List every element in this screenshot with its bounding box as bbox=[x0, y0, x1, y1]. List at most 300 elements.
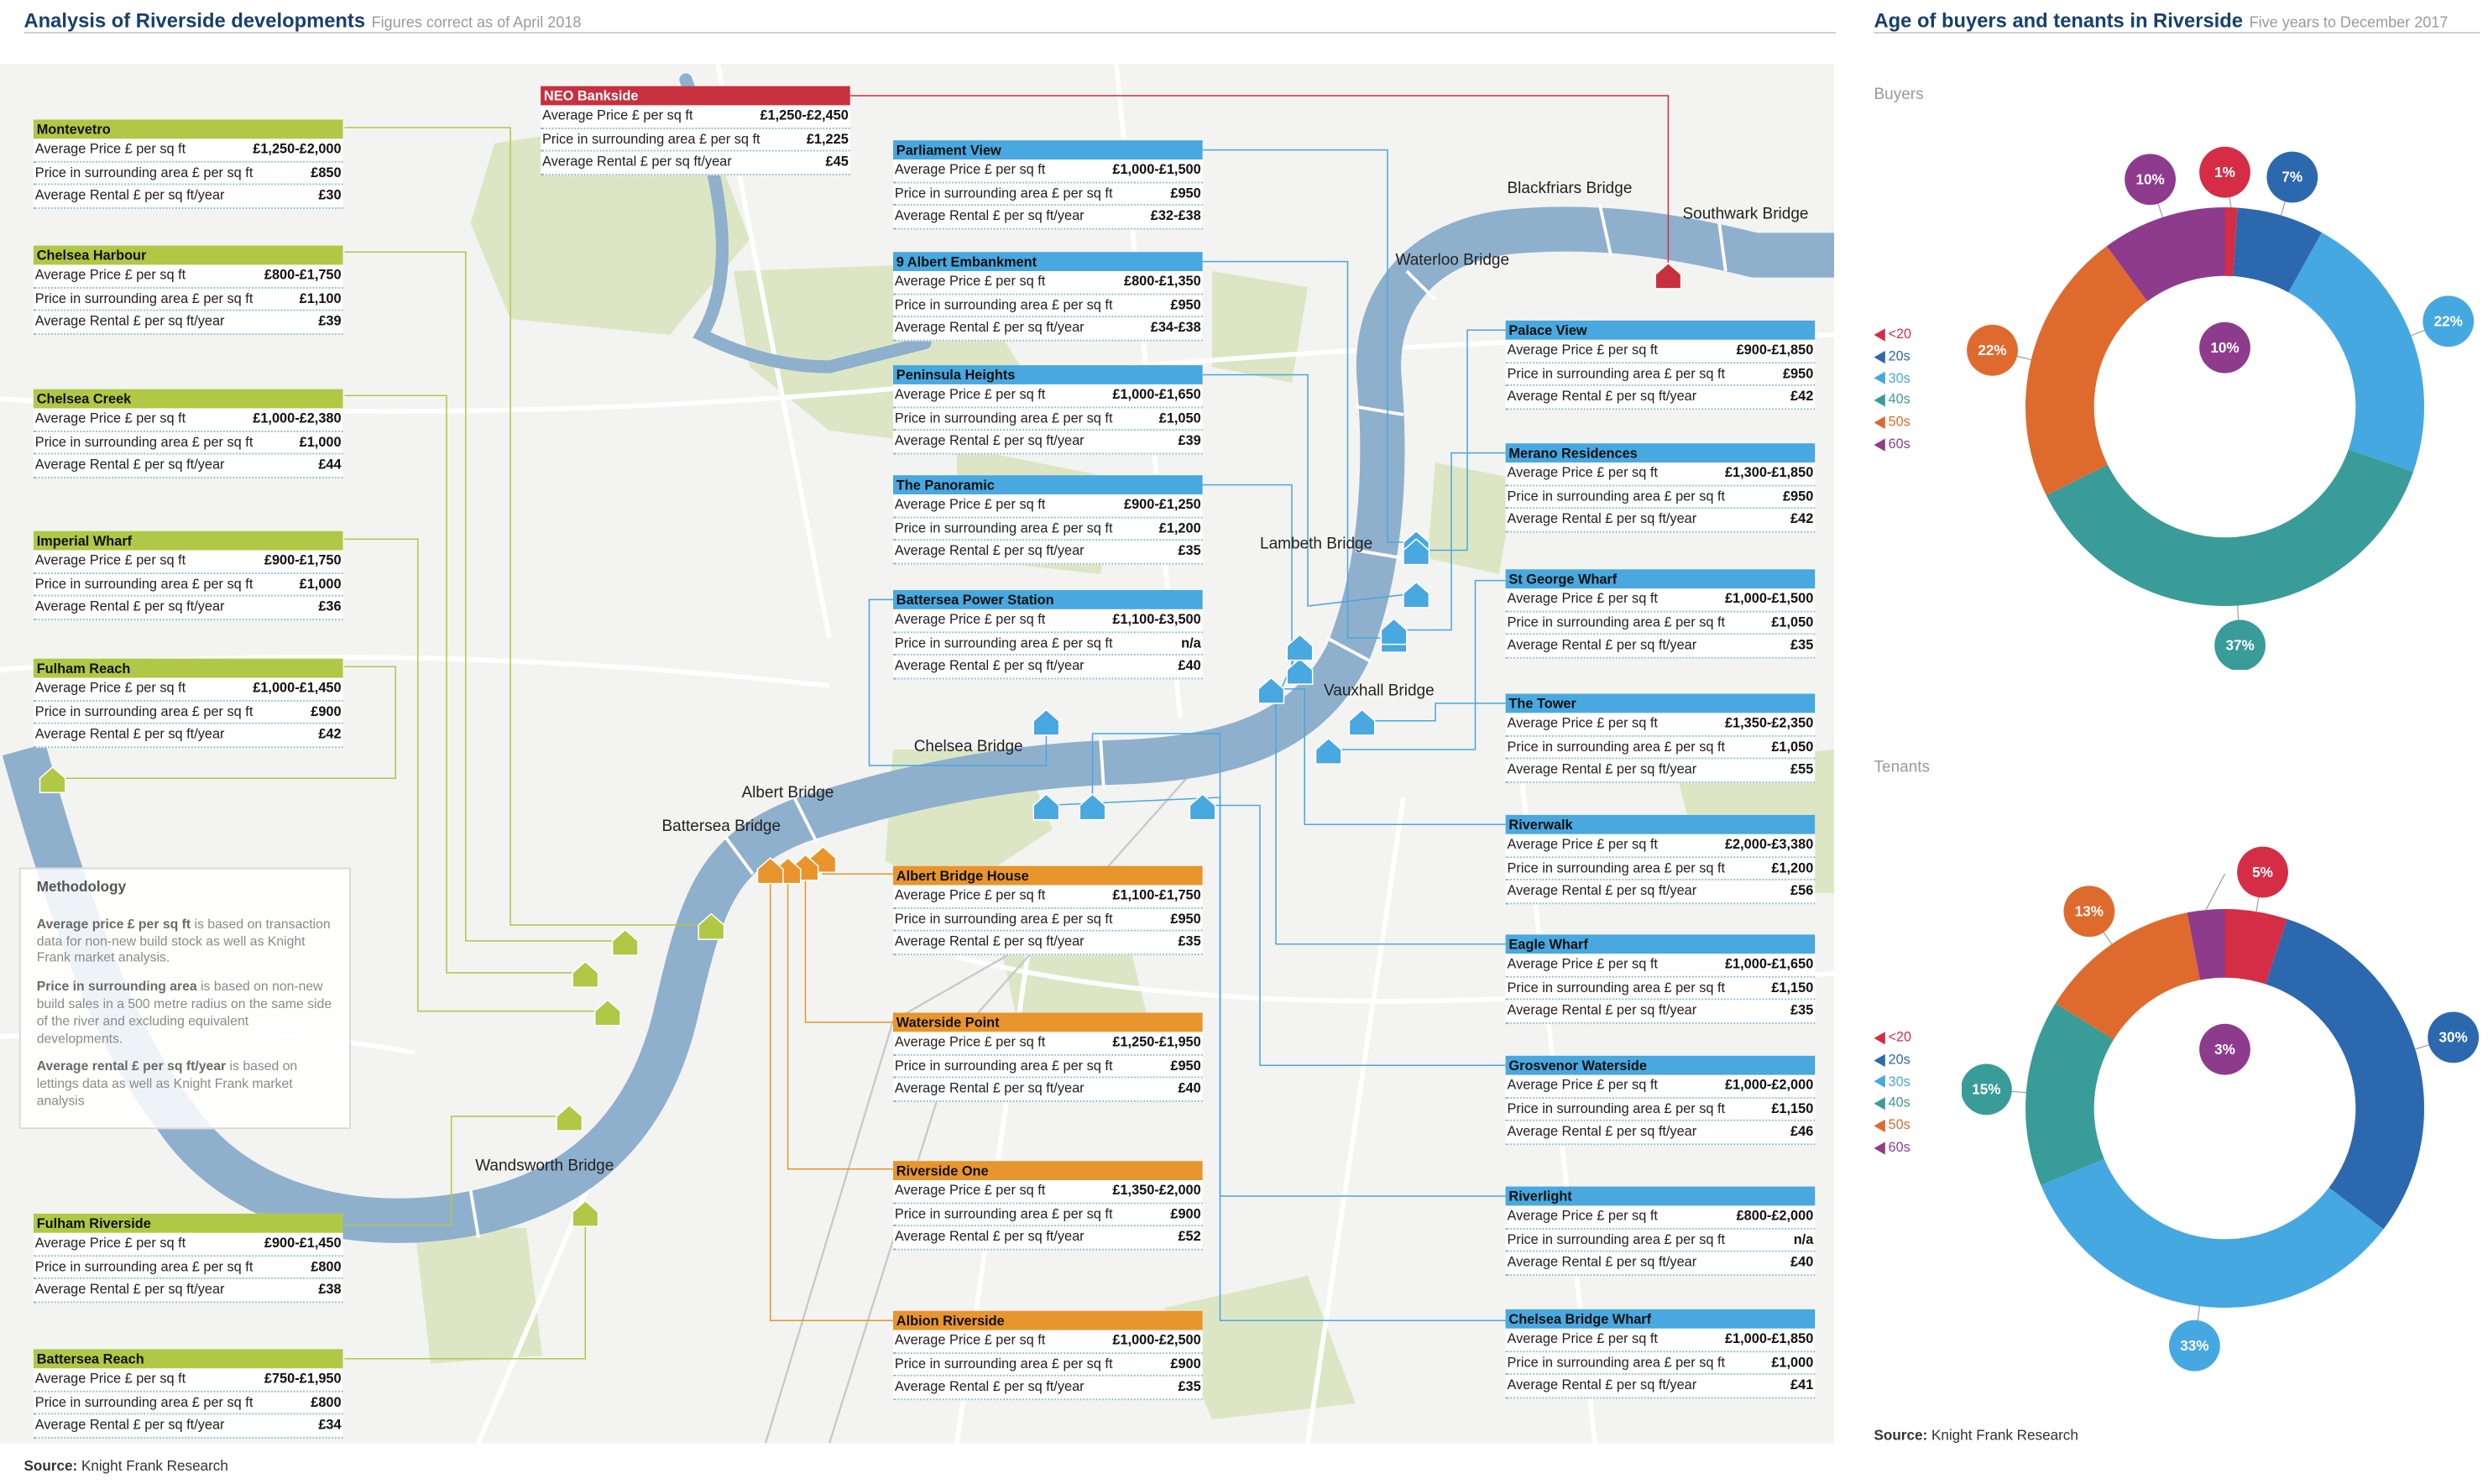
label-blackfriars-bridge: Blackfriars Bridge bbox=[1507, 180, 1633, 198]
row-label: Average Price £ per sq ft bbox=[34, 1234, 186, 1251]
card-row-surrounding bbox=[1506, 977, 1816, 1001]
row-label: Average Price £ per sq ft bbox=[894, 385, 1046, 402]
legend-marker-icon bbox=[1874, 373, 1885, 385]
row-label: Price in surrounding area £ per sq ft bbox=[1507, 364, 1726, 381]
row-value: £34 bbox=[318, 1416, 342, 1433]
row-label: Average Rental £ per sq ft/year bbox=[1507, 882, 1697, 899]
row-value: £1,150 bbox=[1771, 1100, 1814, 1116]
row-value: £56 bbox=[1790, 882, 1814, 899]
legend-label: 30s bbox=[1888, 369, 1910, 386]
row-value: £1,000 bbox=[1771, 1353, 1814, 1370]
right-title-rule bbox=[1874, 32, 2480, 34]
row-label: Average Rental £ per sq ft/year bbox=[894, 207, 1085, 224]
row-label: Average Rental £ per sq ft/year bbox=[34, 187, 225, 204]
label-waterloo-bridge: Waterloo Bridge bbox=[1395, 252, 1510, 270]
legend-item bbox=[1874, 434, 1912, 456]
card-row-rental bbox=[34, 186, 343, 209]
development-card-battersea-power-station bbox=[893, 590, 1203, 680]
legend-label: 50s bbox=[1888, 1116, 1910, 1133]
row-label: Average Rental £ per sq ft/year bbox=[1507, 388, 1697, 405]
card-row-avg-price bbox=[1506, 1329, 1816, 1352]
row-label: Average Rental £ per sq ft/year bbox=[34, 726, 225, 743]
card-row-surrounding bbox=[893, 183, 1203, 206]
row-value: £1,000-£2,000 bbox=[1724, 1076, 1814, 1093]
card-row-rental bbox=[34, 1415, 343, 1439]
callout-bubble bbox=[2125, 154, 2176, 205]
row-label: Average Rental £ per sq ft/year bbox=[34, 1281, 225, 1298]
card-row-surrounding bbox=[34, 431, 343, 455]
card-row-rental bbox=[1506, 881, 1816, 905]
park-kennington bbox=[1428, 462, 1516, 574]
row-value: £1,000-£1,650 bbox=[1724, 955, 1814, 972]
row-value: £52 bbox=[1178, 1228, 1201, 1245]
card-row-avg-price bbox=[1506, 462, 1816, 486]
card-row-avg-price bbox=[893, 886, 1203, 909]
development-card-merano-residences bbox=[1506, 443, 1816, 533]
row-label: Average Rental £ per sq ft/year bbox=[1507, 1377, 1697, 1393]
row-value: £35 bbox=[1178, 1378, 1201, 1395]
development-card-neo-bankside bbox=[541, 86, 850, 176]
card-row-surrounding bbox=[1506, 363, 1816, 387]
card-title: Merano Residences bbox=[1506, 443, 1816, 462]
legend-marker-icon bbox=[1874, 328, 1885, 341]
row-label: Average Price £ per sq ft bbox=[894, 610, 1046, 627]
card-row-surrounding bbox=[893, 408, 1203, 431]
legend-label: 60s bbox=[1888, 435, 1910, 452]
callout-bubble bbox=[2063, 886, 2114, 937]
row-label: Price in surrounding area £ per sq ft bbox=[34, 433, 254, 450]
card-title: The Tower bbox=[1506, 694, 1816, 713]
row-label: Average Price £ per sq ft bbox=[1507, 590, 1658, 606]
row-label: Average Rental £ per sq ft/year bbox=[34, 313, 225, 330]
methodology-p2-bold: Price in surrounding area bbox=[36, 978, 197, 995]
card-title: Chelsea Harbour bbox=[34, 246, 343, 265]
row-value: £900 bbox=[1170, 1355, 1201, 1372]
card-row-avg-price bbox=[1506, 1075, 1816, 1099]
development-card-the-panoramic bbox=[893, 475, 1203, 565]
card-title: Parliament View bbox=[893, 140, 1203, 159]
card-row-surrounding bbox=[1506, 1352, 1816, 1376]
row-label: Average Rental £ per sq ft/year bbox=[1507, 636, 1697, 653]
row-value: £1,050 bbox=[1771, 613, 1814, 630]
row-value: £800-£1,350 bbox=[1123, 272, 1201, 289]
development-card-fulham-riverside bbox=[34, 1214, 343, 1304]
row-value: £39 bbox=[1178, 432, 1201, 449]
card-row-rental bbox=[893, 1227, 1203, 1251]
legend-label: 20s bbox=[1888, 347, 1910, 363]
card-title: Battersea Reach bbox=[34, 1349, 343, 1368]
row-label: Average Price £ per sq ft bbox=[894, 1331, 1046, 1348]
card-title: Fulham Riverside bbox=[34, 1214, 343, 1233]
legend-label: 40s bbox=[1888, 391, 1910, 408]
row-value: £35 bbox=[1178, 542, 1201, 559]
card-row-avg-price bbox=[893, 609, 1203, 633]
card-row-rental bbox=[34, 455, 343, 478]
row-value: £35 bbox=[1790, 636, 1814, 653]
row-label: Price in surrounding area £ per sq ft bbox=[34, 1257, 254, 1274]
donut-slice-30s bbox=[2041, 1159, 2383, 1308]
row-value: £40 bbox=[1178, 657, 1201, 674]
tenants-donut-chart bbox=[1962, 845, 2488, 1372]
row-label: Price in surrounding area £ per sq ft bbox=[1507, 1353, 1726, 1370]
development-card-palace-view bbox=[1506, 321, 1816, 410]
card-row-rental bbox=[893, 1377, 1203, 1400]
development-card-fulham-reach bbox=[34, 659, 343, 749]
card-row-rental bbox=[1506, 1252, 1816, 1276]
row-value: £35 bbox=[1178, 933, 1201, 950]
callout-label: 30% bbox=[2438, 1029, 2468, 1046]
development-card-st-george-wharf bbox=[1506, 569, 1816, 659]
label-vauxhall-bridge: Vauxhall Bridge bbox=[1324, 682, 1435, 701]
row-label: Price in surrounding area £ per sq ft bbox=[894, 519, 1113, 536]
methodology-heading: Methodology bbox=[36, 878, 127, 895]
card-row-avg-price bbox=[34, 551, 343, 574]
row-value: £900-£1,250 bbox=[1123, 495, 1201, 512]
row-label: Average Rental £ per sq ft/year bbox=[34, 1416, 225, 1433]
development-card-waterside-point bbox=[893, 1013, 1203, 1103]
row-value: £950 bbox=[1170, 184, 1201, 201]
row-label: Price in surrounding area £ per sq ft bbox=[34, 575, 254, 592]
row-label: Average Price £ per sq ft bbox=[1507, 463, 1658, 480]
methodology-p2 bbox=[37, 978, 333, 1047]
methodology-p1 bbox=[37, 915, 333, 967]
card-row-rental bbox=[1506, 387, 1816, 410]
row-value: £46 bbox=[1790, 1123, 1814, 1140]
legend-label: 30s bbox=[1888, 1072, 1910, 1089]
row-label: Average Price £ per sq ft bbox=[34, 551, 186, 568]
card-title: Battersea Power Station bbox=[893, 590, 1203, 609]
donut-slice-40s bbox=[2046, 449, 2413, 606]
row-value: £1,000-£1,650 bbox=[1112, 385, 1201, 402]
card-row-rental bbox=[1506, 1121, 1816, 1145]
row-label: Price in surrounding area £ per sq ft bbox=[34, 164, 254, 180]
right-source bbox=[1874, 1428, 2078, 1444]
card-title: Albert Bridge House bbox=[893, 866, 1203, 886]
row-value: £950 bbox=[1782, 487, 1814, 504]
development-card-9-albert-embankment bbox=[893, 252, 1203, 342]
methodology-p2-text: is based on non-new build sales in a 500 metre radius on the same side of the river and excluding equivalent developments. bbox=[36, 978, 332, 1046]
card-row-avg-price bbox=[893, 494, 1203, 518]
card-row-avg-price bbox=[34, 678, 343, 702]
card-title: Albion Riverside bbox=[893, 1311, 1203, 1330]
card-title: Riverlight bbox=[1506, 1187, 1816, 1206]
development-card-peninsula-heights bbox=[893, 365, 1203, 455]
development-card-battersea-reach bbox=[34, 1349, 343, 1439]
legend-label: 20s bbox=[1888, 1050, 1910, 1067]
row-label: Average Rental £ per sq ft/year bbox=[1507, 1001, 1697, 1018]
row-label: Price in surrounding area £ per sq ft bbox=[894, 295, 1113, 312]
inner-callout-bubble bbox=[2199, 322, 2250, 374]
row-label: Price in surrounding area £ per sq ft bbox=[542, 130, 761, 147]
card-row-surrounding bbox=[893, 1354, 1203, 1377]
row-label: Average Rental £ per sq ft/year bbox=[34, 457, 225, 473]
card-title: Riverwalk bbox=[1506, 815, 1816, 834]
callout-bubble bbox=[2237, 847, 2288, 898]
legend-label: 60s bbox=[1888, 1138, 1910, 1155]
row-label: Average Price £ per sq ft bbox=[894, 1181, 1046, 1198]
row-label: Price in surrounding area £ per sq ft bbox=[1507, 1100, 1726, 1116]
row-value: £40 bbox=[1790, 1254, 1814, 1271]
row-value: £950 bbox=[1782, 364, 1814, 381]
callout-label: 1% bbox=[2214, 164, 2235, 180]
card-title: Imperial Wharf bbox=[34, 531, 343, 551]
row-label: Average Price £ per sq ft bbox=[34, 266, 186, 283]
callout-label: 5% bbox=[2252, 864, 2273, 880]
donut-slice-30s bbox=[2288, 233, 2424, 472]
callout-label: 22% bbox=[2433, 313, 2463, 330]
row-value: £1,350-£2,000 bbox=[1112, 1181, 1201, 1198]
card-row-rental bbox=[893, 431, 1203, 455]
development-card-riverlight bbox=[1506, 1187, 1816, 1277]
legend-label: <20 bbox=[1888, 325, 1912, 342]
row-label: Average Rental £ per sq ft/year bbox=[34, 598, 225, 615]
card-row-rental bbox=[34, 724, 343, 748]
card-row-avg-price bbox=[34, 408, 343, 431]
donut-slice-20s bbox=[2266, 919, 2424, 1229]
row-value: £800-£1,750 bbox=[264, 266, 342, 283]
card-row-rental bbox=[34, 1280, 343, 1304]
row-value: £950 bbox=[1170, 1057, 1201, 1074]
row-value: £950 bbox=[1170, 295, 1201, 312]
card-title: Grosvenor Waterside bbox=[1506, 1056, 1816, 1075]
tenants-label: Tenants bbox=[1874, 759, 1931, 777]
methodology-p1-bold: Average price £ per sq ft bbox=[36, 915, 191, 932]
card-row-surrounding bbox=[34, 1257, 343, 1280]
row-label: Average Price £ per sq ft bbox=[1507, 1076, 1658, 1093]
card-row-avg-price bbox=[34, 1368, 343, 1392]
row-label: Price in surrounding area £ per sq ft bbox=[34, 1393, 254, 1410]
row-value: £1,050 bbox=[1771, 738, 1814, 755]
row-value: £38 bbox=[318, 1281, 342, 1298]
row-label: Price in surrounding area £ per sq ft bbox=[34, 703, 254, 719]
row-value: £900-£1,450 bbox=[264, 1234, 342, 1251]
methodology-p3-text: is based on lettings data as well as Knight Frank market analysis bbox=[36, 1058, 298, 1109]
card-row-rental bbox=[893, 206, 1203, 230]
row-label: Average Rental £ per sq ft/year bbox=[894, 1080, 1085, 1097]
callout-bubble bbox=[1962, 1064, 2012, 1116]
callout-bubble bbox=[2199, 147, 2250, 198]
card-row-surrounding bbox=[1506, 736, 1816, 760]
card-title: Chelsea Creek bbox=[34, 389, 343, 409]
card-row-rental bbox=[541, 152, 850, 175]
row-value: £1,350-£2,350 bbox=[1724, 714, 1814, 731]
development-card-montevetro bbox=[34, 120, 343, 210]
card-row-rental bbox=[34, 311, 343, 335]
card-row-surrounding bbox=[34, 701, 343, 724]
card-title: Fulham Reach bbox=[34, 659, 343, 678]
row-value: £1,250-£1,950 bbox=[1112, 1033, 1201, 1050]
legend-marker-icon bbox=[1874, 350, 1885, 363]
row-value: £1,100-£3,500 bbox=[1112, 610, 1201, 627]
row-value: £34-£38 bbox=[1150, 319, 1201, 336]
right-source-label: Source: bbox=[1874, 1427, 1928, 1444]
card-row-avg-price bbox=[1506, 1205, 1816, 1229]
row-value: £1,150 bbox=[1771, 979, 1814, 995]
buyers-donut-chart bbox=[1962, 144, 2488, 670]
card-row-surrounding bbox=[34, 162, 343, 186]
row-label: Average Rental £ per sq ft/year bbox=[894, 319, 1085, 336]
card-row-rental bbox=[1506, 1001, 1816, 1024]
card-row-avg-price bbox=[1506, 588, 1816, 612]
development-card-albion-riverside bbox=[893, 1311, 1203, 1401]
card-row-avg-price bbox=[1506, 340, 1816, 363]
callout-bubble bbox=[2423, 295, 2474, 347]
left-subtitle: Figures correct as of April 2018 bbox=[371, 14, 582, 32]
row-label: Average Rental £ per sq ft/year bbox=[1507, 1123, 1697, 1140]
card-row-avg-price bbox=[893, 159, 1203, 183]
card-row-avg-price bbox=[1506, 954, 1816, 977]
row-value: £900 bbox=[1170, 1204, 1201, 1221]
row-value: £45 bbox=[825, 154, 849, 170]
card-title: Waterside Point bbox=[893, 1013, 1203, 1032]
row-value: £1,225 bbox=[806, 130, 849, 147]
callout-bubble bbox=[2169, 1320, 2220, 1372]
card-row-surrounding bbox=[893, 518, 1203, 541]
row-label: Average Rental £ per sq ft/year bbox=[542, 154, 732, 170]
legend-item bbox=[1874, 1027, 1912, 1049]
left-title bbox=[24, 9, 582, 32]
card-row-surrounding bbox=[541, 128, 850, 152]
row-value: £1,000 bbox=[299, 433, 342, 450]
legend-item bbox=[1874, 389, 1912, 411]
development-card-chelsea-harbour bbox=[34, 246, 343, 336]
legend-item bbox=[1874, 1093, 1912, 1115]
card-row-rental bbox=[1506, 509, 1816, 533]
row-value: £39 bbox=[318, 313, 342, 330]
legend-item bbox=[1874, 1115, 1912, 1137]
card-row-surrounding bbox=[34, 288, 343, 311]
card-title: St George Wharf bbox=[1506, 569, 1816, 588]
row-label: Price in surrounding area £ per sq ft bbox=[894, 184, 1113, 201]
row-value: £55 bbox=[1790, 761, 1814, 778]
row-value: £900-£1,750 bbox=[264, 551, 342, 568]
row-label: Average Price £ per sq ft bbox=[1507, 1207, 1658, 1224]
legend-item bbox=[1874, 1071, 1912, 1093]
legend-item bbox=[1874, 412, 1912, 434]
row-value: £1,200 bbox=[1158, 519, 1201, 536]
card-row-avg-price bbox=[34, 138, 343, 162]
buyers-label: Buyers bbox=[1874, 86, 1924, 104]
row-label: Price in surrounding area £ per sq ft bbox=[1507, 1231, 1726, 1247]
development-card-riverwalk bbox=[1506, 815, 1816, 905]
card-row-avg-price bbox=[893, 271, 1203, 295]
card-row-rental bbox=[893, 318, 1203, 342]
card-row-rental bbox=[893, 932, 1203, 955]
row-value: £1,300-£1,850 bbox=[1724, 463, 1814, 480]
card-row-surrounding bbox=[34, 573, 343, 597]
row-value: £41 bbox=[1790, 1377, 1814, 1393]
right-title bbox=[1874, 9, 2449, 32]
row-label: Price in surrounding area £ per sq ft bbox=[1507, 859, 1726, 875]
right-title-text: Age of buyers and tenants in Riverside bbox=[1874, 9, 2243, 32]
label-battersea-bridge: Battersea Bridge bbox=[661, 818, 781, 836]
label-chelsea-bridge: Chelsea Bridge bbox=[913, 738, 1023, 756]
buyers-legend bbox=[1874, 324, 1912, 456]
row-value: £32-£38 bbox=[1150, 207, 1201, 224]
legend-marker-icon bbox=[1874, 1098, 1885, 1110]
row-label: Average Price £ per sq ft bbox=[34, 140, 186, 157]
legend-label: 40s bbox=[1888, 1095, 1910, 1111]
inner-callout-label: 10% bbox=[2210, 339, 2240, 356]
callout-label: 10% bbox=[2135, 171, 2165, 188]
row-value: £30 bbox=[318, 187, 342, 204]
callout-label: 37% bbox=[2225, 637, 2255, 654]
card-row-rental bbox=[1506, 635, 1816, 659]
callout-bubble bbox=[2214, 620, 2266, 670]
card-row-surrounding bbox=[1506, 486, 1816, 509]
card-row-avg-price bbox=[893, 1180, 1203, 1204]
row-label: Average Rental £ per sq ft/year bbox=[894, 432, 1085, 449]
callout-label: 22% bbox=[1978, 342, 2007, 359]
development-card-parliament-view bbox=[893, 140, 1203, 230]
card-title: Chelsea Bridge Wharf bbox=[1506, 1309, 1816, 1329]
card-row-surrounding bbox=[893, 295, 1203, 318]
card-row-avg-price bbox=[1506, 834, 1816, 858]
row-value: £42 bbox=[1790, 388, 1814, 405]
tenants-legend bbox=[1874, 1027, 1912, 1159]
inner-callout-bubble bbox=[2199, 1024, 2250, 1075]
donut-slice-50s bbox=[2025, 246, 2147, 495]
row-value: £1,000-£2,380 bbox=[253, 410, 342, 426]
callout-label: 13% bbox=[2074, 903, 2104, 920]
left-source bbox=[24, 1458, 228, 1474]
row-label: Price in surrounding area £ per sq ft bbox=[894, 910, 1113, 927]
row-value: £750-£1,950 bbox=[264, 1370, 342, 1387]
right-source-text: Knight Frank Research bbox=[1931, 1427, 2078, 1444]
row-value: £1,250-£2,450 bbox=[760, 107, 849, 123]
row-value: £900 bbox=[311, 703, 342, 719]
row-label: Price in surrounding area £ per sq ft bbox=[1507, 738, 1726, 755]
development-card-grosvenor-waterside bbox=[1506, 1056, 1816, 1146]
park-central bbox=[1212, 271, 1308, 383]
callout-bubble bbox=[1967, 325, 2018, 376]
row-label: Average Price £ per sq ft bbox=[1507, 955, 1658, 972]
card-title: Montevetro bbox=[34, 120, 343, 139]
row-label: Average Rental £ per sq ft/year bbox=[894, 1378, 1085, 1395]
development-card-riverside-one bbox=[893, 1161, 1203, 1251]
label-southwark-bridge: Southwark Bridge bbox=[1682, 206, 1809, 223]
card-row-surrounding bbox=[1506, 1099, 1816, 1122]
callout-line bbox=[2206, 874, 2225, 910]
legend-label: 50s bbox=[1888, 413, 1910, 430]
row-label: Average Price £ per sq ft bbox=[1507, 835, 1658, 852]
card-row-avg-price bbox=[34, 1233, 343, 1257]
card-row-avg-price bbox=[1506, 713, 1816, 736]
row-value: £1,000-£1,500 bbox=[1724, 590, 1814, 606]
row-label: Average Price £ per sq ft bbox=[1507, 341, 1658, 358]
card-row-surrounding bbox=[893, 1204, 1203, 1227]
legend-label: <20 bbox=[1888, 1028, 1912, 1045]
row-value: £1,000-£1,450 bbox=[253, 679, 342, 696]
card-row-rental bbox=[34, 597, 343, 620]
card-row-surrounding bbox=[893, 633, 1203, 656]
callout-label: 15% bbox=[1972, 1081, 2001, 1098]
row-label: Average Rental £ per sq ft/year bbox=[894, 657, 1085, 674]
card-row-surrounding bbox=[893, 908, 1203, 932]
inner-callout-label: 3% bbox=[2214, 1041, 2235, 1058]
label-wandsworth-bridge: Wandsworth Bridge bbox=[475, 1157, 614, 1176]
card-row-avg-price bbox=[541, 105, 850, 128]
legend-item bbox=[1874, 324, 1912, 346]
card-title: 9 Albert Embankment bbox=[893, 252, 1203, 271]
methodology-p1-text: is based on transaction data for non-new build stock as well as Knight Frank market analysis. bbox=[36, 915, 331, 966]
card-row-surrounding bbox=[1506, 1229, 1816, 1252]
methodology-box bbox=[19, 868, 351, 1130]
row-label: Average Rental £ per sq ft/year bbox=[894, 542, 1085, 559]
left-source-text: Knight Frank Research bbox=[81, 1457, 228, 1474]
row-label: Average Price £ per sq ft bbox=[894, 886, 1046, 903]
row-label: Price in surrounding area £ per sq ft bbox=[1507, 979, 1726, 995]
